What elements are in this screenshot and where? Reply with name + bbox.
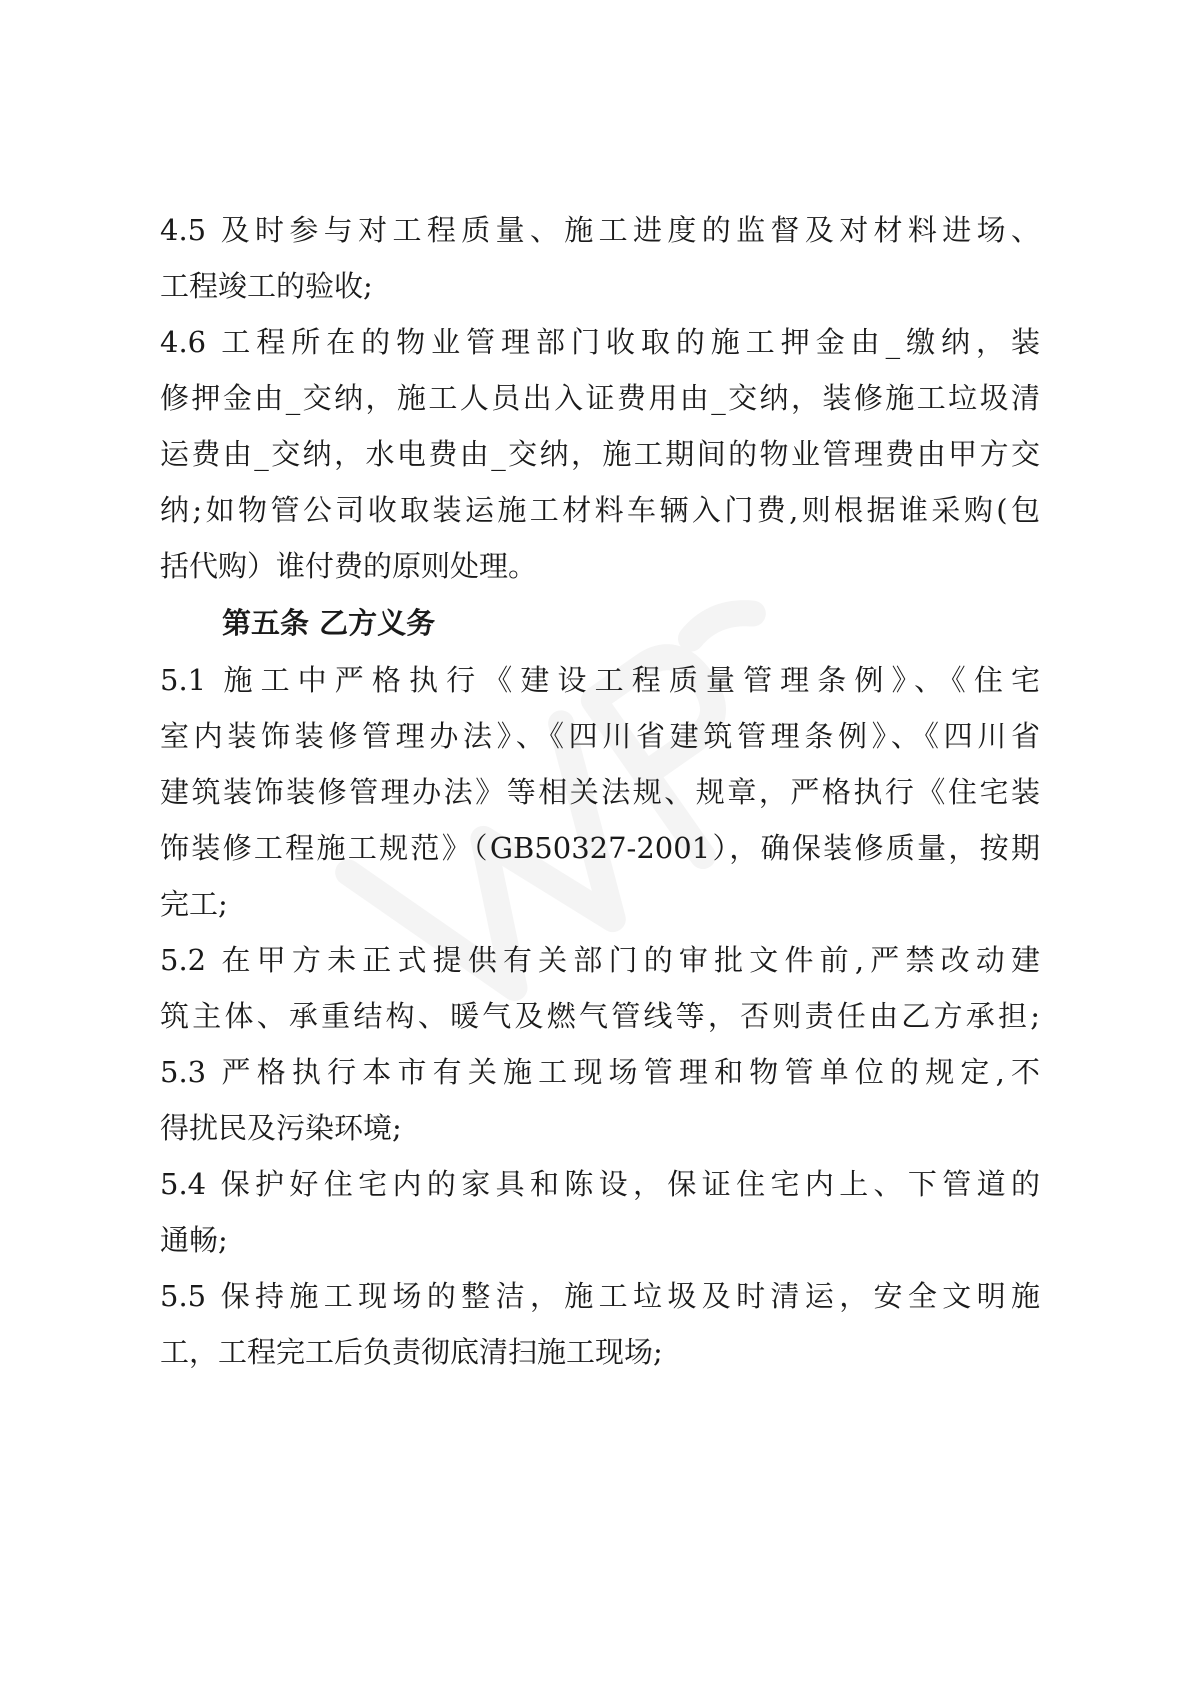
paragraph-5-1-line-3: 建筑装饰装修管理办法》等相关法规、规章，严格执行《住宅装 bbox=[160, 775, 1040, 809]
paragraph-5-3-line-1: 5.3 严格执行本市有关施工现场管理和物管单位的规定,不 bbox=[160, 1055, 1040, 1089]
paragraph-4-6-line-3: 运费由_交纳，水电费由_交纳，施工期间的物业管理费由甲方交 bbox=[160, 437, 1040, 471]
paragraph-4-6-line-2: 修押金由_交纳，施工人员出入证费用由_交纳，装修施工垃圾清 bbox=[160, 381, 1040, 415]
paragraph-5-2-line-1: 5.2 在甲方未正式提供有关部门的审批文件前,严禁改动建 bbox=[160, 943, 1040, 977]
paragraph-4-5-line-2: 工程竣工的验收; bbox=[160, 269, 373, 303]
paragraph-4-5-line-1: 4.5 及时参与对工程质量、施工进度的监督及对材料进场、 bbox=[160, 213, 1040, 247]
paragraph-5-4-line-1: 5.4 保护好住宅内的家具和陈设，保证住宅内上、下管道的 bbox=[160, 1167, 1040, 1201]
section-heading-article-5: 第五条 乙方义务 bbox=[222, 606, 436, 640]
paragraph-4-6-line-1: 4.6 工程所在的物业管理部门收取的施工押金由_缴纳，装 bbox=[160, 325, 1040, 359]
paragraph-5-1-line-2: 室内装饰装修管理办法》、《四川省建筑管理条例》、《四川省 bbox=[160, 719, 1040, 753]
paragraph-5-3-line-2: 得扰民及污染环境; bbox=[160, 1111, 402, 1145]
paragraph-4-6-line-4: 纳;如物管公司收取装运施工材料车辆入门费,则根据谁采购(包 bbox=[160, 493, 1040, 527]
paragraph-5-4-line-2: 通畅; bbox=[160, 1223, 228, 1257]
paragraph-5-1-line-4: 饰装修工程施工规范》（GB50327-2001），确保装修质量，按期 bbox=[160, 831, 1040, 865]
paragraph-5-1-line-1: 5.1 施工中严格执行《建设工程质量管理条例》、《住宅 bbox=[160, 663, 1040, 697]
paragraph-4-6-line-5: 括代购）谁付费的原则处理。 bbox=[160, 549, 538, 583]
paragraph-5-5-line-2: 工，工程完工后负责彻底清扫施工现场; bbox=[160, 1335, 663, 1369]
paragraph-5-2-line-2: 筑主体、承重结构、暖气及燃气管线等，否则责任由乙方承担; bbox=[160, 999, 1040, 1033]
paragraph-5-1-line-5: 完工; bbox=[160, 887, 228, 921]
paragraph-5-5-line-1: 5.5 保持施工现场的整洁，施工垃圾及时清运，安全文明施 bbox=[160, 1279, 1040, 1313]
